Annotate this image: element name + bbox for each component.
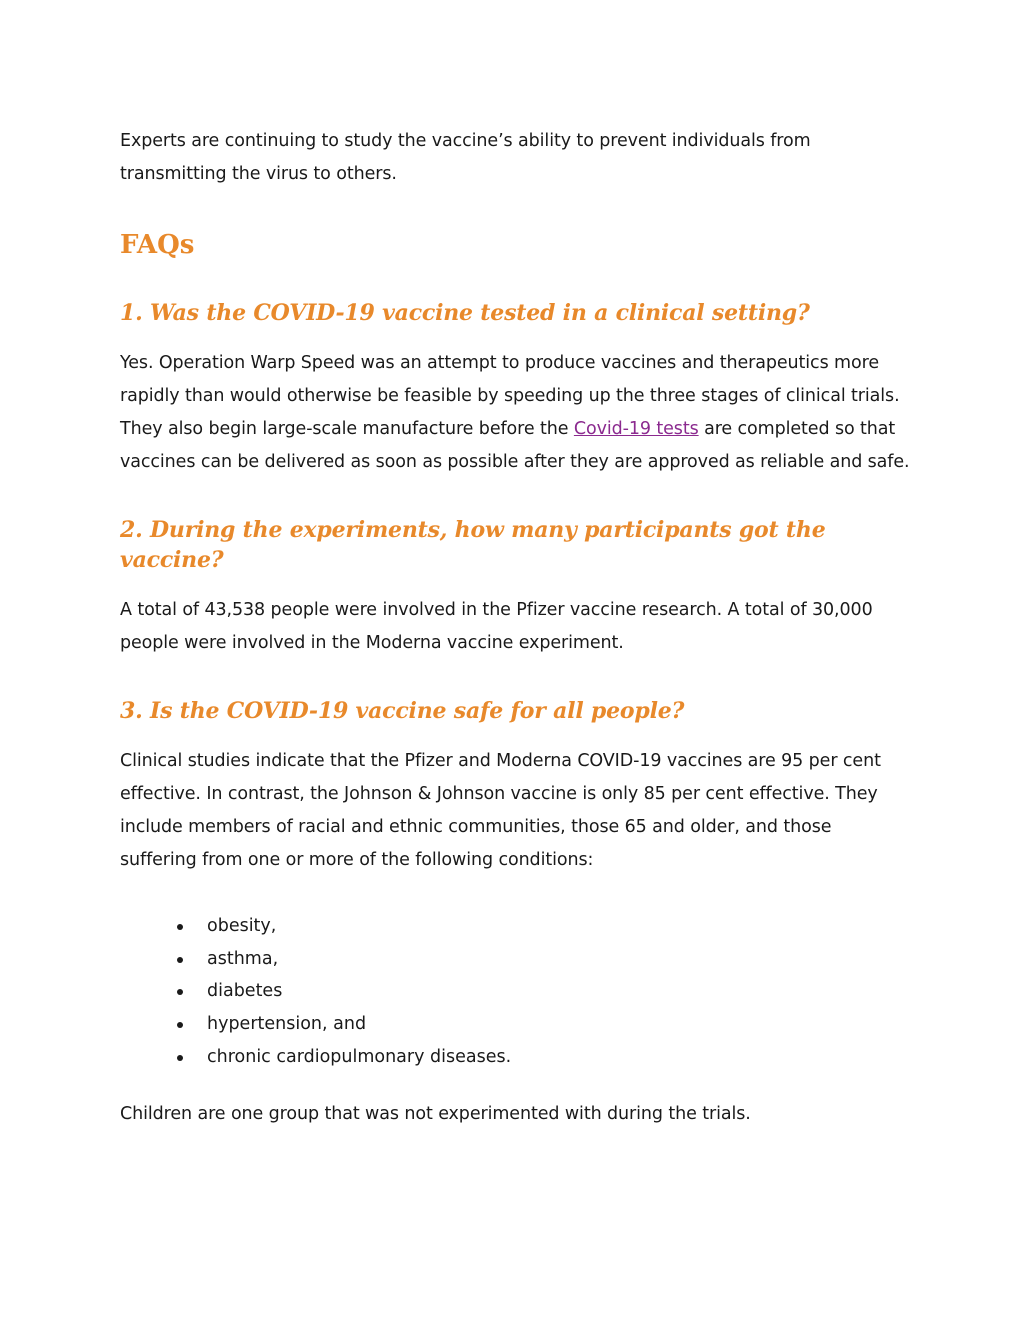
list-item — [120, 1041, 910, 1074]
faq-answer-1-text-start: Yes. Operation Warp Speed was an attempt to produce vaccines and therapeutics more rapidly than would otherwise be feasible by speeding up the three stages of clinical trials. They also begin large-scale manufacture before the — [120, 353, 900, 439]
faq-answer-3: Clinical studies indicate that the Pfizer and Moderna COVID-19 vaccines are 95 per cent effective. In contrast, the Johnson & Johnson vaccine is only 85 per cent effective. They include members of racial and ethnic communities, those 65 and older, and those suffering from one or more of the following conditions: — [120, 751, 881, 870]
condition-label: hypertension, and — [207, 1014, 367, 1035]
condition-label: diabetes — [207, 981, 283, 1002]
closing-paragraph: Children are one group that was not experimented with during the trials. — [120, 1103, 751, 1124]
bullet-icon — [177, 1055, 183, 1061]
faq-title: FAQs — [120, 230, 195, 260]
intro-paragraph: Experts are continuing to study the vaccine’s ability to prevent individuals from transmitting the virus to others. — [120, 131, 811, 184]
bullet-icon — [177, 1022, 183, 1028]
faq-answer-1-text-end: are completed so that vaccines can be delivered as soon as possible after they are approved as reliable and safe. — [120, 419, 910, 472]
list-item — [120, 1008, 910, 1041]
faq-answer-2: A total of 43,538 people were involved in the Pfizer vaccine research. A total of 30,000 people were involved in the Moderna vaccine experiment. — [120, 600, 873, 653]
condition-label: chronic cardiopulmonary diseases. — [207, 1046, 512, 1067]
faq-question-3: 3. Is the COVID-19 vaccine safe for all people? — [120, 698, 685, 724]
covid-19-tests-link[interactable]: Covid-19 tests — [573, 419, 699, 439]
faq-answer-1 — [120, 347, 910, 479]
document-body — [120, 125, 910, 1131]
bullet-icon — [177, 989, 183, 995]
conditions-list — [120, 910, 910, 1074]
list-item — [120, 975, 910, 1008]
list-item — [120, 910, 910, 943]
bullet-icon — [177, 957, 183, 963]
list-item — [120, 943, 910, 976]
faq-question-2: 2. During the experiments, how many participants got the vaccine? — [120, 517, 826, 573]
bullet-icon — [177, 924, 183, 930]
condition-label: obesity, — [207, 916, 277, 936]
faq-question-1: 1. Was the COVID-19 vaccine tested in a clinical setting? — [120, 300, 810, 326]
condition-label: asthma, — [207, 948, 279, 969]
